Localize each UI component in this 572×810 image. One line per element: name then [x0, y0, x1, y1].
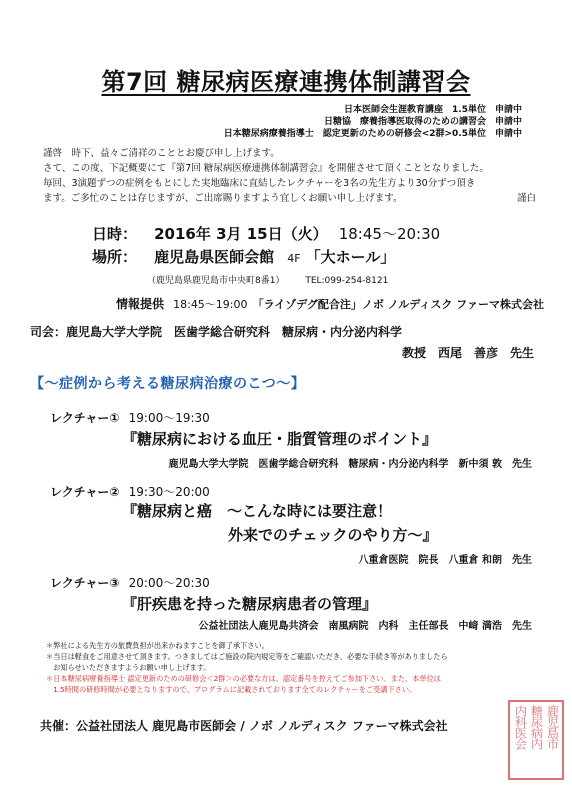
- sponsor-line: 共催：公益社団法人 鹿児島市医師会 / ノボ ノルディスク ファーマ株式会社: [40, 719, 448, 733]
- lecture-title: 『肝疾患を持った糖尿病患者の管理』: [122, 595, 378, 613]
- greeting-paragraph: [43, 146, 538, 206]
- lecture-speaker: 鹿児島大学大学院 医歯学総合研究科 糖尿病・内分泌内科学 新中須 敦 先生: [168, 459, 532, 470]
- chair-name: 教授 西尾 善彦 先生: [401, 346, 534, 360]
- lecture-3-header: [50, 572, 210, 591]
- info-label: 情報提供: [116, 297, 165, 311]
- lecture-2-header: [50, 481, 210, 500]
- time-value: 18:45～20:30: [338, 225, 441, 243]
- credit-line: 日本糖尿病療養指導士 認定更新のための研修会<2群>0.5単位 申請中: [223, 129, 522, 139]
- venue-value: 鹿児島県医師会館: [154, 248, 275, 266]
- venue-label: 場所：: [92, 248, 138, 266]
- greeting-line: ます。ご多忙のことは存じますが、ご出席賜りますよう宜しくお願い申し上げます。: [43, 193, 403, 204]
- page-title: 第7回 糖尿病医療連携体制講習会: [101, 68, 471, 96]
- seal-text: 糖尿病内: [529, 705, 544, 749]
- lecture-title-line2: 外来でのチェックのやり方～』: [228, 526, 438, 544]
- greeting-line: さて、この度、下記概要にて『第7回 糖尿病医療連携体制講習会』を開催させて頂くこととなりました。: [43, 163, 489, 174]
- date-label: 日時：: [92, 225, 138, 243]
- lecture-speaker: 八重倉医院 院長 八重倉 和朗 先生: [358, 555, 532, 566]
- lecture-label: レクチャー①: [50, 411, 120, 425]
- credit-list: [224, 104, 522, 140]
- lecture-title: 『糖尿病と癌 ～こんな時には要注意！: [122, 502, 393, 520]
- seal-text: 鹿児島市: [545, 705, 560, 749]
- chair-affiliation: 司会：鹿児島大学大学院 医歯学総合研究科 糖尿病・内分泌内科学: [30, 325, 403, 339]
- lecture-speaker: 公益社団法人鹿児島共済会 南風病院 内科 主任部長 中﨑 満浩 先生: [198, 621, 532, 632]
- notes-block: [46, 640, 536, 695]
- event-address-row: [147, 273, 388, 286]
- credit-line: 日糖協 療養指導医取得のための講習会 申請中: [323, 117, 522, 127]
- venue-tel: TEL:099-254-8121: [305, 276, 389, 286]
- note-line: お知らせいただきますようお願い申し上げます。: [46, 663, 211, 672]
- venue-floor: 4F: [287, 252, 301, 265]
- info-time: 18:45～19:00: [173, 298, 248, 311]
- greeting-line: 謹啓 時下、益々ご清祥のこととお慶び申し上げます。: [43, 148, 280, 159]
- date-value: 2016年 3月 15日（火）: [154, 225, 328, 243]
- note-line-important: ＊日本糖尿病療養指導士 認定更新のための研修会＜2群＞の必要な方は、認定番号を控えてご参加下さい。また、本単位は: [46, 674, 441, 683]
- venue-hall: 「大ホール」: [305, 248, 396, 266]
- event-venue-row: [92, 246, 395, 267]
- seal-text: 内科医会: [513, 705, 528, 749]
- event-date-row: [92, 223, 440, 244]
- lecture-time: 19:00～19:30: [128, 411, 210, 425]
- note-line: ＊弊社による先生方の旅費負担が出来かねますことを御了承下さい。: [46, 641, 269, 650]
- section-heading: 【～症例から考える糖尿病治療のこつ～】: [30, 376, 306, 392]
- greeting-line: 毎回、3演題ずつの症例をもとにした実地臨床に直結したレクチャーを3名の先生方より30分ずつ頂き: [43, 178, 476, 189]
- note-line: ＊当日は軽食をご用意させて頂きます。つきましてはご施設の院内規定等をご確認いただき、必要な手続き等がありましたら: [46, 652, 448, 661]
- info-row: [116, 293, 544, 312]
- credit-line: 日本医師会生涯教育講座 1.5単位 申請中: [344, 105, 522, 115]
- lecture-time: 19:30～20:00: [128, 485, 210, 499]
- venue-address: （鹿児島県鹿児島市中央町8番1）: [147, 276, 285, 286]
- lecture-label: レクチャー②: [50, 485, 120, 499]
- info-value: 「ライゾデグ配合注」ノボ ノルディスク ファーマ株式会社: [252, 298, 544, 311]
- note-line-important: 1.5時間の研修時間が必要となりますので、プログラムに記載されております全てのレクチャーをご受講下さい。: [46, 685, 417, 694]
- lecture-label: レクチャー③: [50, 576, 120, 590]
- lecture-time: 20:00～20:30: [128, 576, 210, 590]
- greeting-closing: 謹白: [516, 193, 536, 204]
- official-seal: [508, 700, 564, 780]
- lecture-title: 『糖尿病における血圧・脂質管理のポイント』: [122, 430, 438, 448]
- lecture-1-header: [50, 407, 210, 426]
